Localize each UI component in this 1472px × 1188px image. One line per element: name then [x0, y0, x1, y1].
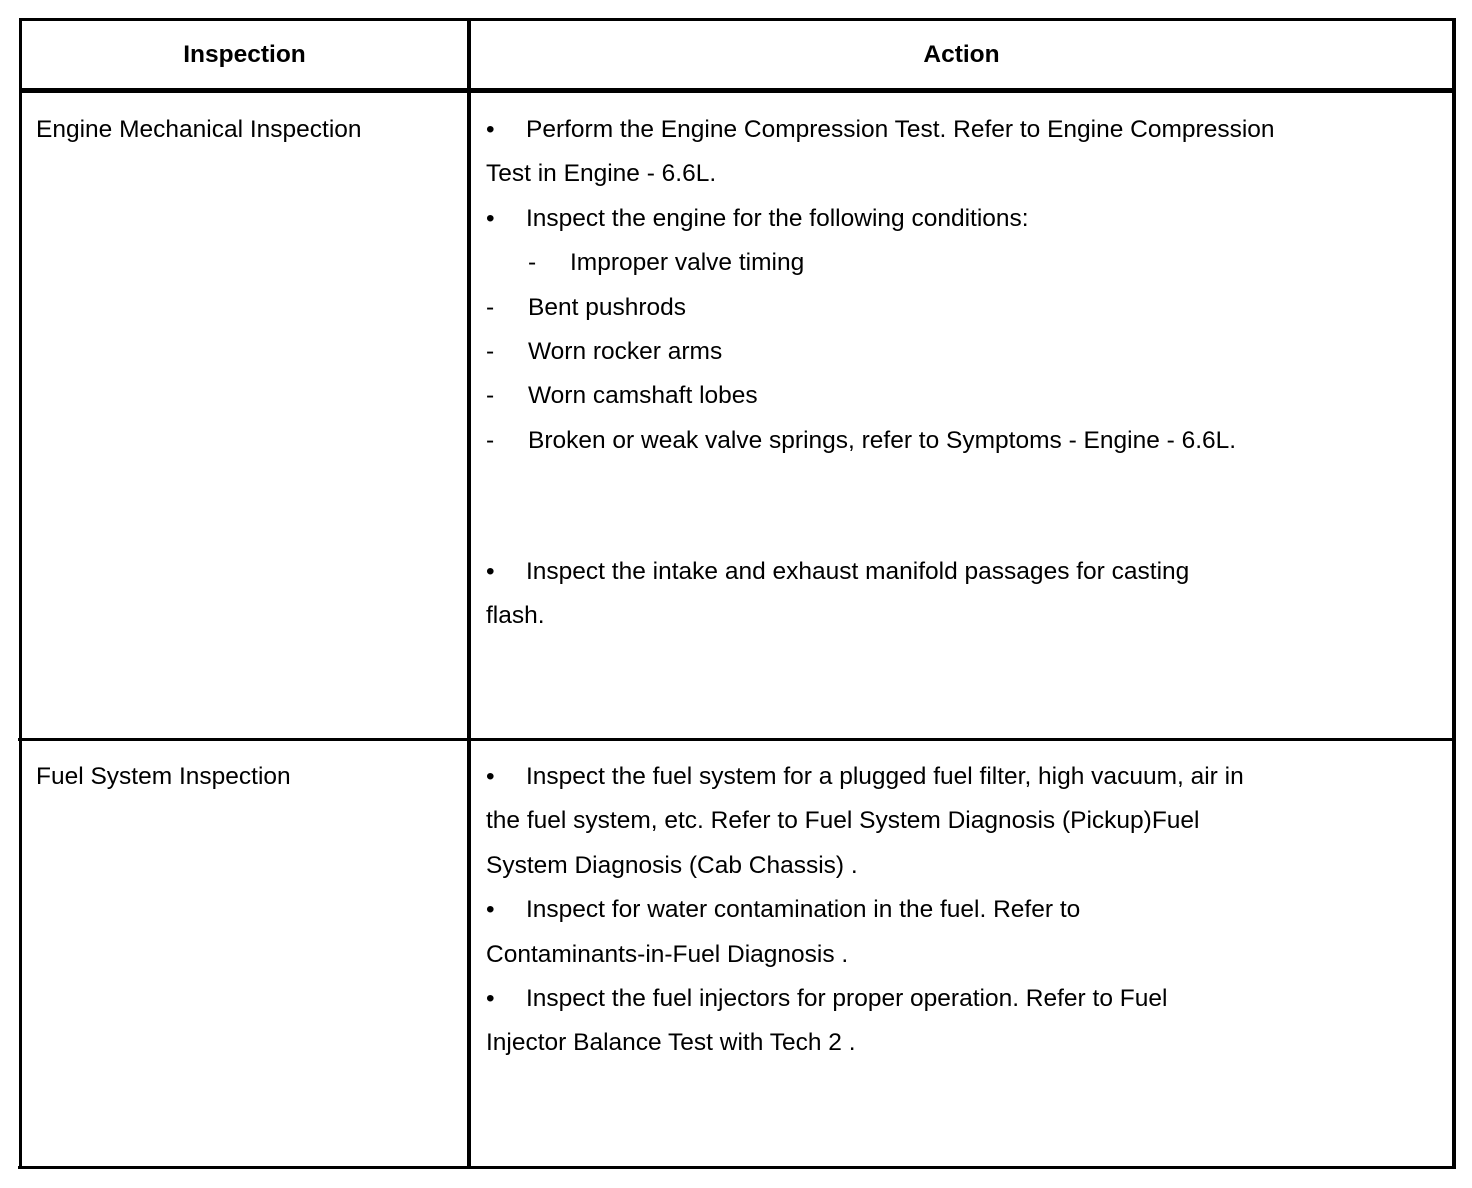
sub-list-item: - Improper valve timing — [486, 241, 1275, 285]
row1-inspection: Engine Mechanical Inspection — [36, 116, 362, 143]
bullet-mark: • — [486, 116, 495, 143]
list-item: • Inspect the engine for the following conditions: — [486, 197, 1275, 241]
row1-action-extra — [486, 550, 1189, 639]
header-action: Action — [923, 41, 1000, 68]
list-item: • Inspect the fuel system for a plugged fuel filter, high vacuum, air in — [486, 755, 1244, 799]
list-item-continued: System Diagnosis (Cab Chassis) . — [486, 851, 858, 879]
dash-mark: - — [486, 293, 495, 321]
table-top-border — [20, 18, 1456, 21]
row1-action — [486, 108, 1275, 463]
bullet-mark: • — [486, 558, 495, 585]
dash-mark: - — [486, 337, 495, 365]
row2-inspection: Fuel System Inspection — [36, 763, 291, 790]
dash-mark: - — [486, 426, 495, 454]
table-left-border — [19, 18, 22, 1169]
dash-mark: - — [486, 382, 495, 410]
bullet-mark: • — [486, 204, 495, 232]
sub-list-item: - Bent pushrods — [486, 286, 1275, 330]
bullet-mark: • — [486, 984, 495, 1012]
table-right-border — [1452, 18, 1456, 1169]
list-item: • Inspect for water contamination in the fuel. Refer to — [486, 888, 1244, 932]
list-item: • Perform the Engine Compression Test. Refer to Engine Compression — [486, 108, 1275, 152]
row1-bottom-border — [18, 738, 1455, 741]
sub-list-item: - Worn rocker arms — [486, 330, 1275, 374]
sub-list-item: - Worn camshaft lobes — [486, 374, 1275, 418]
list-item-continued: Injector Balance Test with Tech 2 . — [486, 1029, 856, 1057]
column-divider — [467, 18, 471, 1169]
list-item-continued: the fuel system, etc. Refer to Fuel System Diagnosis (Pickup)Fuel — [486, 807, 1200, 835]
dash-mark: - — [528, 249, 537, 277]
bullet-mark: • — [486, 896, 495, 924]
list-item-continued: Test in Engine - 6.6L. — [486, 160, 717, 188]
table-bottom-border — [18, 1166, 1455, 1169]
list-item-continued: flash. — [486, 602, 545, 630]
list-item: • Inspect the intake and exhaust manifold passages for casting — [486, 550, 1189, 594]
list-item: • Inspect the fuel injectors for proper operation. Refer to Fuel — [486, 977, 1244, 1021]
bullet-mark: • — [486, 763, 495, 790]
header-inspection: Inspection — [183, 41, 306, 68]
sub-list-item: - Broken or weak valve springs, refer to Symptoms - Engine - 6.6L. — [486, 419, 1275, 463]
row2-action — [486, 755, 1244, 1066]
list-item-continued: Contaminants-in-Fuel Diagnosis . — [486, 940, 849, 968]
header-bottom-border — [20, 88, 1456, 93]
